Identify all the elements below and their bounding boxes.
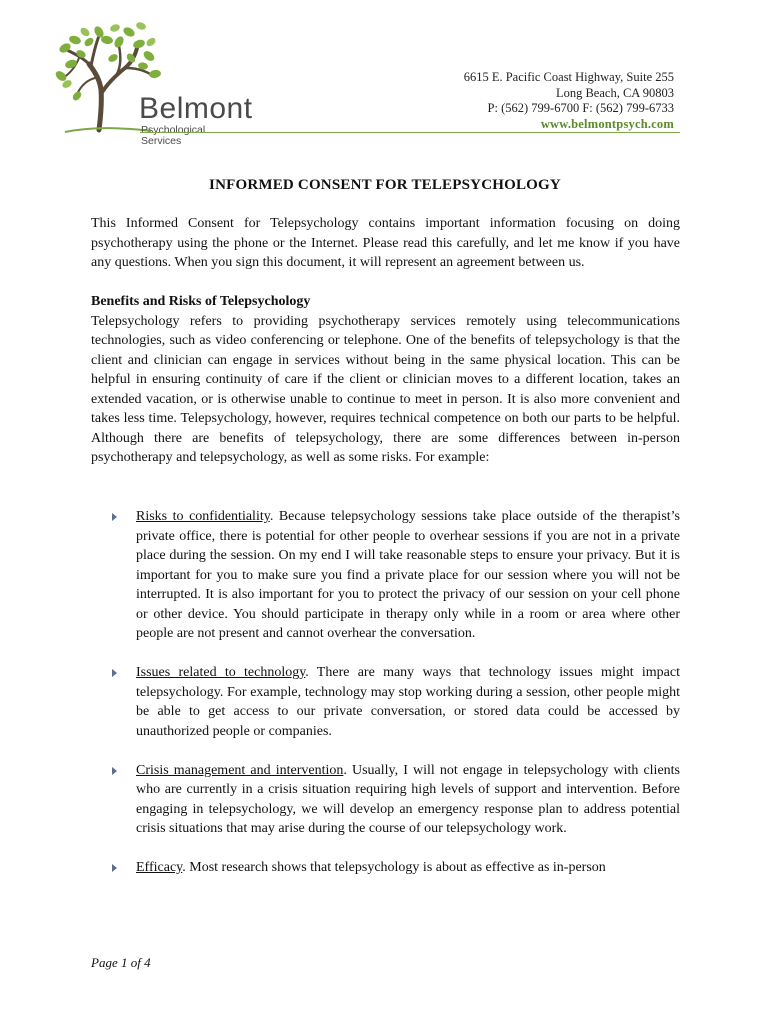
- benefits-section: [91, 292, 680, 468]
- list-item-text: . Usually, I will not engage in telepsychology with clients who are currently in a crisis situation requiring high levels of support and intervention. Before engaging in telepsychology, we will develop an emergency response plan to address potential crisis situations that may arise during the course of our telepsychology work.: [136, 762, 680, 836]
- triangle-bullet-icon: [112, 669, 117, 677]
- list-item-term: Efficacy: [136, 860, 183, 875]
- address-line-2: Long Beach, CA 90803: [555, 85, 674, 100]
- triangle-bullet-icon: [112, 513, 117, 521]
- brand-subtitle: Psychological Services: [141, 124, 206, 147]
- list-item: [91, 663, 680, 741]
- list-item-text: . Because telepsychology sessions take place outside of the therapist’s private office, there is potential for other people to overhear sessions if you are not in a private place during the session. On my end I will take reasonable steps to ensure your privacy. But it is important for you to make sure you find a private place for our session where you will not be interrupted. It is also important for you to protect the privacy of our session on your cell phone or other device. You should participate in therapy only while in a room or area where other people are not present and cannot overhear the conversation.: [136, 509, 680, 641]
- page-number: Page 1 of 4: [91, 955, 151, 970]
- list-item: [91, 507, 680, 644]
- brand-name: Belmont: [139, 92, 253, 125]
- contact-block: [464, 70, 674, 132]
- header-divider: [140, 132, 680, 133]
- triangle-bullet-icon: [112, 767, 117, 775]
- list-item-text: . There are many ways that technology issues might impact telepsychology. For example, technology may stop working during a session, other people might be able to get access to our private conversation, or stored data could be accessed by unauthorized people or companies.: [136, 665, 680, 739]
- section-heading: Benefits and Risks of Telepsychology: [91, 294, 311, 309]
- list-item: [91, 761, 680, 839]
- phone-fax: P: (562) 799-6700 F: (562) 799-6733: [487, 101, 674, 115]
- address-line-1: 6615 E. Pacific Coast Highway, Suite 255: [463, 70, 674, 84]
- intro-paragraph: This Informed Consent for Telepsychology contains important information focusing on doing psychotherapy using the phone or the Internet. Please read this carefully, and let me know if you have any questions. When you sign this document, it will represent an agreement between us.: [91, 216, 680, 270]
- list-item-term: Issues related to technology: [136, 665, 306, 680]
- list-item-term: Crisis management and intervention: [136, 762, 344, 778]
- belmont-logo: [55, 18, 253, 147]
- list-item: [91, 858, 680, 878]
- website-link[interactable]: www.belmontpsych.com: [540, 116, 674, 131]
- document-title: INFORMED CONSENT FOR TELEPSYCHOLOGY: [209, 177, 561, 193]
- list-item-term: Risks to confidentiality: [136, 509, 270, 524]
- triangle-bullet-icon: [112, 864, 117, 872]
- risk-list: [91, 507, 680, 897]
- list-item-text: . Most research shows that telepsychology is about as effective as in-person: [182, 860, 606, 875]
- benefits-paragraph: Telepsychology refers to providing psychotherapy services remotely using telecommunications technologies, such as video conferencing or telephone. One of the benefits of telepsychology is that the client and clinician can engage in services without being in the same physical location. This can be helpful in ensuring continuity of care if the client or clinician moves to a different location, takes an extended vacation, or is otherwise unable to continue to meet in person. It is also more convenient and takes less time. Telepsychology, however, requires technical competence on both our parts to be helpful. Although there are benefits of telepsychology, there are some differences between in-person psychotherapy and telepsychology, as well as some risks. For example:: [91, 313, 680, 465]
